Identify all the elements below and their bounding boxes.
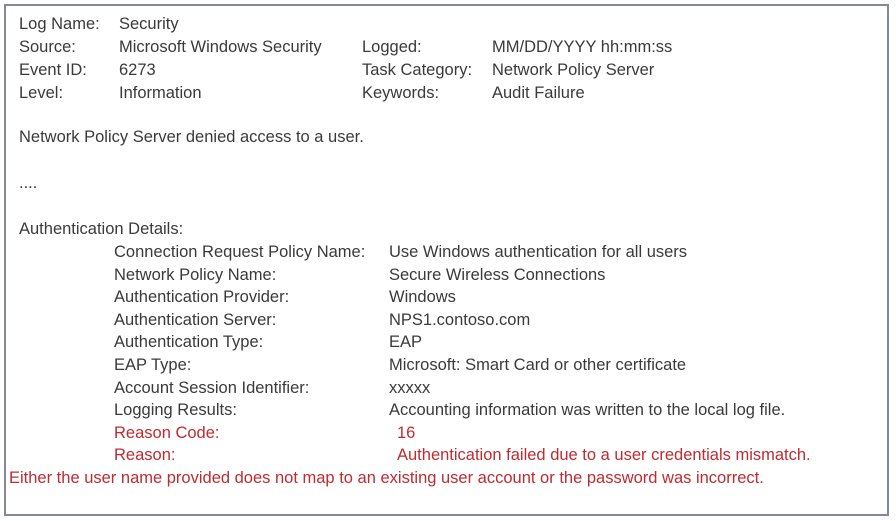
header-spacer: [492, 13, 879, 36]
detail-label: Connection Request Policy Name:: [114, 243, 366, 261]
authentication-details-heading: Authentication Details:: [19, 220, 184, 238]
header-row-event-id: [19, 59, 879, 82]
detail-value: NPS1.contoso.com: [389, 310, 531, 329]
detail-row-account-session-identifier: [114, 377, 879, 400]
log-name-value: Security: [119, 15, 179, 33]
source-label: Source:: [19, 38, 76, 56]
detail-row-authentication-provider: [114, 286, 879, 309]
detail-label: Reason Code:: [114, 423, 220, 442]
detail-label: Authentication Server:: [114, 310, 277, 329]
event-id-label: Event ID:: [19, 61, 87, 79]
level-value: Information: [119, 84, 202, 102]
event-id-value: 6273: [119, 61, 156, 79]
detail-label: EAP Type:: [114, 355, 192, 374]
detail-value: xxxxx: [389, 378, 431, 397]
detail-row-logging-results: [114, 399, 879, 422]
detail-value: Secure Wireless Connections: [389, 265, 606, 284]
detail-label: Network Policy Name:: [114, 265, 277, 284]
detail-value: Accounting information was written to the local log file.: [389, 401, 786, 420]
detail-label: Authentication Provider:: [114, 288, 290, 307]
detail-row-eap-type: [114, 354, 879, 377]
detail-label: Account Session Identifier:: [114, 378, 310, 397]
detail-row-authentication-server: [114, 309, 879, 332]
detail-label: Authentication Type:: [114, 333, 264, 352]
logged-label: Logged:: [362, 38, 422, 56]
detail-label: Reason:: [114, 446, 176, 465]
header-row-level: [19, 82, 879, 105]
detail-row-reason: [114, 444, 879, 467]
failure-explanation-text: Either the user name provided does not map to an existing user account or the password was incorrect.: [9, 468, 764, 487]
detail-value: Use Windows authentication for all users: [389, 243, 688, 261]
detail-value: Authentication failed due to a user credentials mismatch.: [397, 446, 811, 465]
detail-value: Windows: [389, 288, 456, 307]
detail-label: Logging Results:: [114, 401, 237, 420]
keywords-label: Keywords:: [362, 84, 440, 102]
level-label: Level:: [19, 84, 64, 102]
header-row-log-name: [19, 13, 879, 36]
detail-row-reason-code: [114, 422, 879, 445]
detail-value: Microsoft: Smart Card or other certificate: [389, 355, 687, 374]
logged-value: MM/DD/YYYY hh:mm:ss: [492, 38, 673, 56]
event-log-panel: [4, 4, 889, 516]
omitted-content-ellipsis: ....: [19, 174, 38, 192]
detail-row-authentication-type: [114, 331, 879, 354]
keywords-value: Audit Failure: [492, 84, 585, 102]
source-value: Microsoft Windows Security: [119, 38, 322, 56]
detail-row-connection-request-policy: [114, 241, 879, 264]
authentication-details-list: [114, 241, 879, 467]
header-spacer: [362, 13, 492, 36]
detail-value: 16: [397, 423, 416, 442]
detail-value: EAP: [389, 333, 423, 352]
task-category-value: Network Policy Server: [492, 61, 655, 79]
task-category-label: Task Category:: [362, 61, 473, 79]
header-row-source: [19, 36, 879, 59]
log-name-label: Log Name:: [19, 15, 100, 33]
detail-row-network-policy-name: [114, 264, 879, 287]
event-description: Network Policy Server denied access to a user.: [19, 128, 364, 146]
